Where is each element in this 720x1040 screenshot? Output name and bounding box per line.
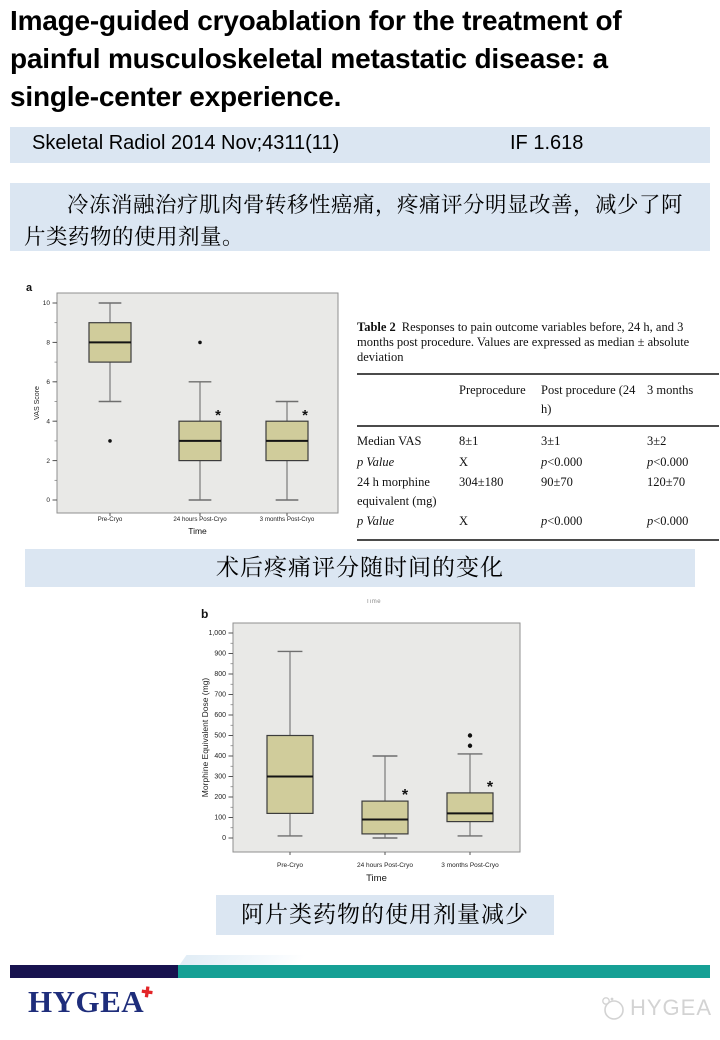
table-row-label: p Value: [357, 454, 395, 469]
footer-bar-navy: [10, 965, 178, 978]
watermark-emblem-icon: [598, 994, 625, 1021]
table-caption-text: Responses to pain outcome variables before, 24 h, and 3 months post procedure. Values are expressed as median ± absolute deviation: [357, 320, 690, 364]
table-cell: 90±70: [541, 475, 573, 490]
journal-bar: [10, 127, 710, 163]
vas-boxplot-figure: [20, 278, 370, 540]
journal-citation: Skeletal Radiol 2014 Nov;4311(11): [32, 132, 340, 154]
svg-text:2: 2: [46, 457, 50, 465]
table-body: [357, 427, 719, 541]
svg-text:900: 900: [214, 650, 226, 658]
svg-text:3 months Post-Cryo: 3 months Post-Cryo: [259, 516, 315, 523]
svg-text:0: 0: [222, 835, 226, 843]
table-caption-label: Table 2: [357, 320, 396, 334]
svg-text:b: b: [201, 607, 209, 621]
table-row-label: p Value: [357, 514, 395, 529]
svg-text:200: 200: [214, 794, 226, 802]
table-cell: 304±180: [459, 475, 504, 490]
footer-bar-teal: [178, 965, 710, 978]
svg-text:8: 8: [46, 339, 50, 347]
svg-text:VAS Score: VAS Score: [34, 386, 41, 420]
hygea-watermark: [598, 994, 712, 1021]
table-column-header: [357, 380, 459, 419]
svg-text:a: a: [26, 282, 33, 294]
svg-text:Morphine Equivalent Dose (mg): Morphine Equivalent Dose (mg): [200, 677, 210, 798]
svg-text:400: 400: [214, 753, 226, 761]
svg-text:300: 300: [214, 773, 226, 781]
hygea-logo-text: HYGEA: [28, 984, 145, 1019]
svg-text:24 hours Post-Cryo: 24 hours Post-Cryo: [173, 516, 227, 523]
svg-text:0: 0: [46, 497, 50, 505]
page-title: Image-guided cryoablation for the treatment of painful musculoskeletal metastatic disease: a single-center experience.: [10, 5, 622, 112]
table-row-label: Median VAS: [357, 434, 422, 449]
footer-decoration: [179, 955, 306, 965]
table-column-header: 3 months: [647, 383, 694, 398]
table-row-label: 24 h morphine equivalent (mg): [357, 475, 437, 508]
table-cell: X: [459, 514, 469, 529]
table-cell: 3±2: [647, 434, 667, 449]
impact-factor: IF 1.618: [510, 132, 584, 154]
svg-text:3 months Post-Cryo: 3 months Post-Cryo: [441, 862, 499, 869]
table-column-header: Post procedure (24 h): [541, 383, 636, 416]
hygea-logo: [28, 984, 153, 1020]
svg-text:*: *: [215, 407, 221, 425]
svg-text:10: 10: [42, 300, 50, 308]
table-caption: [357, 320, 719, 364]
table-column-header: Preprocedure: [459, 383, 526, 398]
morphine-boxplot-figure: [195, 600, 525, 892]
table-cell: 120±70: [647, 475, 686, 490]
svg-text:24 hours Post-Cryo: 24 hours Post-Cryo: [357, 862, 413, 869]
table-cell: p<0.000: [541, 514, 583, 529]
table-cell: X: [459, 454, 469, 469]
watermark-text: HYGEA: [630, 994, 713, 1020]
table-header-row: [357, 373, 719, 427]
table-cell: 3±1: [541, 434, 561, 449]
svg-text:Time: Time: [366, 873, 387, 884]
svg-text:700: 700: [214, 691, 226, 699]
svg-text:*: *: [486, 778, 494, 796]
cropped-time-label: Time: [366, 599, 382, 603]
svg-text:1,000: 1,000: [208, 630, 226, 638]
svg-text:100: 100: [214, 814, 226, 822]
vas-caption-bar: 术后疼痛评分随时间的变化: [25, 549, 695, 587]
svg-text:*: *: [302, 407, 308, 425]
svg-text:500: 500: [214, 732, 226, 740]
table-cell: p<0.000: [647, 514, 689, 529]
svg-text:Pre-Cryo: Pre-Cryo: [97, 516, 123, 523]
outcomes-table: [357, 320, 719, 541]
svg-text:4: 4: [46, 418, 50, 426]
svg-text:6: 6: [46, 379, 50, 386]
table-cell: 8±1: [459, 434, 479, 449]
morphine-caption-bar: 阿片类药物的使用剂量减少: [216, 895, 554, 935]
table-cell: p<0.000: [541, 454, 583, 469]
svg-text:800: 800: [214, 671, 226, 679]
svg-text:600: 600: [214, 712, 226, 720]
svg-text:Pre-Cryo: Pre-Cryo: [276, 862, 304, 869]
svg-text:Time: Time: [188, 526, 207, 536]
logo-cross-icon: ✚: [140, 985, 155, 1002]
table-cell: p<0.000: [647, 454, 689, 469]
summary-text: 冷冻消融治疗肌肉骨转移性癌痛，疼痛评分明显改善，减少了阿片类药物的使用剂量。: [10, 183, 710, 251]
svg-text:*: *: [401, 787, 409, 805]
